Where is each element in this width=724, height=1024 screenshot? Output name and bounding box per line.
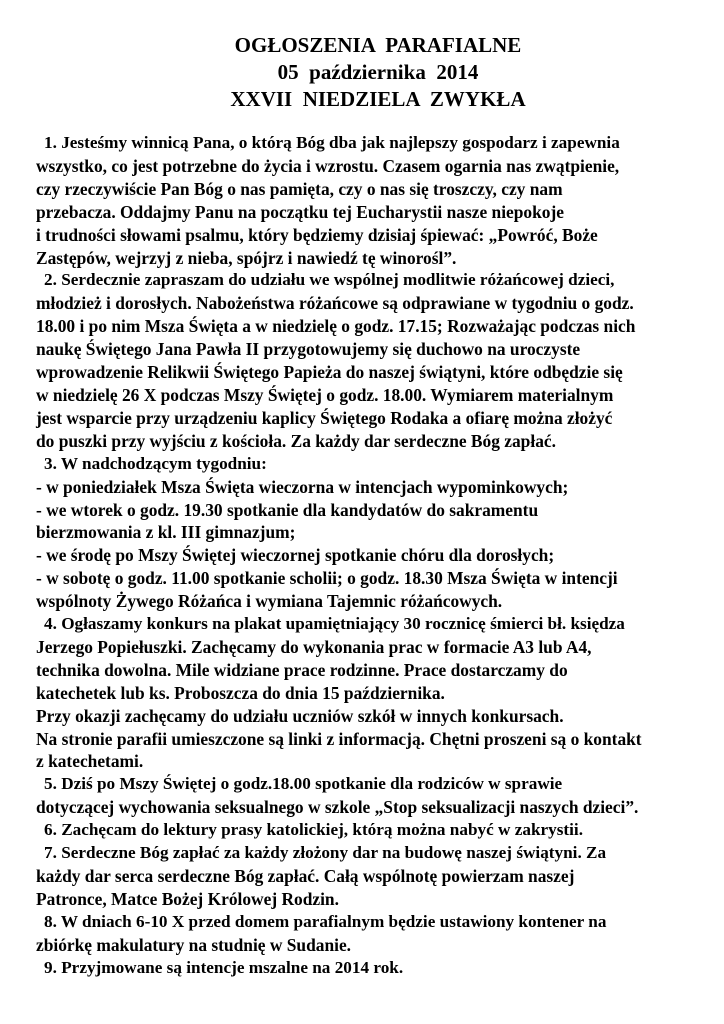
announcement-line: z katechetami. [36, 751, 144, 772]
announcement-line: - w sobotę o godz. 11.00 spotkanie scholii; o godz. 18.30 Msza Święta w intencji [36, 568, 618, 589]
page-title: OGŁOSZENIA PARAFIALNE [234, 33, 522, 57]
announcement-line: jest wsparcie przy urządzeniu kaplicy Świętego Rodaka a ofiarę można złożyć [36, 407, 613, 428]
announcement-line: w niedzielę 26 X podczas Mszy Świętej o godz. 18.00. Wymiarem materialnym [36, 384, 614, 405]
announcement-item-start: 4. Ogłaszamy konkurs na plakat upamiętniający 30 rocznicę śmierci bł. księdza [44, 614, 625, 634]
announcement-line: do puszki przy wyjściu z kościoła. Za każdy dar serdeczne Bóg zapłać. [36, 430, 556, 451]
announcement-item-start: 9. Przyjmowane są intencje mszalne na 2014 rok. [44, 957, 404, 977]
announcement-line: - w poniedziałek Msza Święta wieczorna w intencjach wypominkowych; [36, 476, 569, 497]
announcement-line: - we środę po Mszy Świętej wieczornej spotkanie chóru dla dorosłych; [36, 545, 555, 566]
announcement-line: wspólnoty Żywego Różańca i wymiana Tajemnic różańcowych. [36, 591, 503, 612]
announcement-line: technika dowolna. Mile widziane prace rodzinne. Prace dostarczamy do [36, 659, 568, 680]
announcement-line: zbiórkę makulatury na studnię w Sudanie. [36, 934, 352, 955]
document-header [36, 32, 708, 113]
announcement-line: wszystko, co jest potrzebne do życia i wzrostu. Czasem ogarnia nas zwątpienie, [36, 155, 620, 176]
announcement-line: naukę Świętego Jana Pawła II przygotowujemy się duchowo na uroczyste [36, 339, 581, 360]
announcement-line: każdy dar serca serdeczne Bóg zapłać. Całą wspólnotę powierzam naszej [36, 866, 575, 886]
announcement-line: Jerzego Popiełuszki. Zachęcamy do wykonania prac w formacie A3 lub A4, [36, 636, 592, 657]
announcement-line: - we wtorek o godz. 19.30 spotkanie dla kandydatów do sakramentu [36, 499, 539, 520]
announcement-line: bierzmowania z kl. III gimnazjum; [36, 522, 296, 543]
announcement-item-start: 3. W nadchodzącym tygodniu: [44, 453, 267, 473]
announcement-line: 18.00 i po nim Msza Święta a w niedzielę o godz. 17.15; Rozważając podczas nich [36, 316, 636, 337]
announcement-item-start: 5. Dziś po Mszy Świętej o godz.18.00 spotkanie dla rodziców w sprawie [44, 774, 563, 794]
announcement-line: Na stronie parafii umieszczone są linki z informacją. Chętni proszeni są o kontakt [36, 728, 642, 749]
announcement-item-start: 8. W dniach 6-10 X przed domem parafialnym będzie ustawiony kontener na [44, 911, 607, 931]
header-liturgical-sunday: XXVII NIEDZIELA ZWYKŁA [230, 87, 526, 111]
announcement-line: Przy okazji zachęcamy do udziału uczniów szkół w innych konkursach. [36, 705, 564, 726]
announcement-item-start: 6. Zachęcam do lektury prasy katolickiej, którą można nabyć w zakrystii. [44, 820, 583, 840]
announcement-line: i trudności słowami psalmu, który będziemy dzisiaj śpiewać: „Powróć, Boże [36, 224, 598, 245]
announcement-line: przebacza. Oddajmy Panu na początku tej Eucharystii nasze niepokoje [36, 201, 564, 222]
announcements-body [36, 132, 711, 980]
announcement-line: młodzież i dorosłych. Nabożeństwa różańcowe są odprawiane w tygodniu o godz. [36, 293, 634, 314]
announcement-item-start: 2. Serdecznie zapraszam do udziału we wspólnej modlitwie różańcowej dzieci, [44, 270, 615, 290]
header-date: 05 października 2014 [277, 60, 479, 84]
announcement-line: Zastępów, wejrzyj z nieba, spójrz i nawiedź tę winorośl”. [36, 247, 457, 268]
announcement-line: wprowadzenie Relikwii Świętego Papieża do naszej świątyni, które odbędzie się [36, 362, 623, 383]
announcement-line: katechetek lub ks. Proboszcza do dnia 15 października. [36, 682, 445, 703]
announcement-item-start: 1. Jesteśmy winnicą Pana, o którą Bóg dba jak najlepszy gospodarz i zapewnia [44, 133, 620, 152]
announcement-line: czy rzeczywiście Pan Bóg o nas pamięta, czy o nas się troszczy, czy nam [36, 178, 563, 199]
announcement-item-start: 7. Serdeczne Bóg zapłać za każdy złożony dar na budowę naszej świątyni. Za [44, 843, 607, 863]
announcement-line: dotyczącej wychowania seksualnego w szkole „Stop seksualizacji naszych dzieci”. [36, 797, 639, 818]
announcement-line: Patronce, Matce Bożej Królowej Rodzin. [36, 888, 339, 909]
